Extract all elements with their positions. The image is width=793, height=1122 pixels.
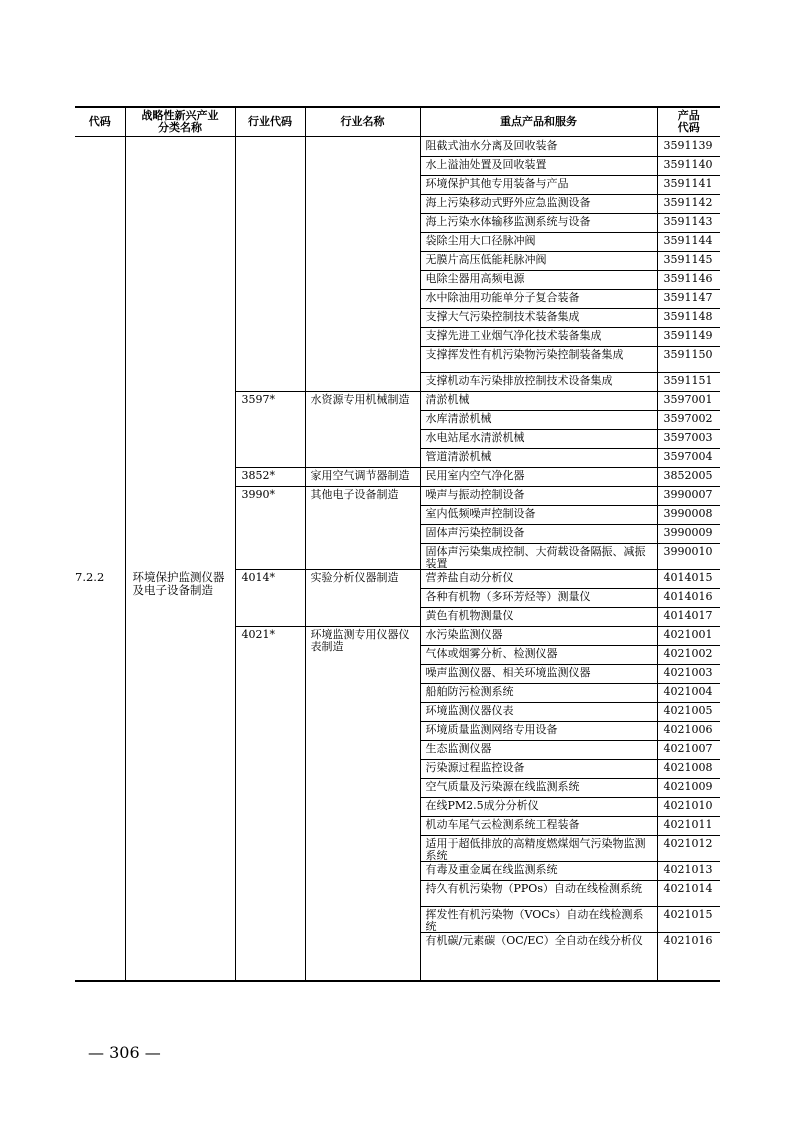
- row-divider: [658, 391, 721, 392]
- row-divider: [421, 251, 657, 252]
- row-divider: [658, 448, 721, 449]
- row-divider: [658, 861, 721, 862]
- product-name: 环境质量监测网络专用设备: [425, 723, 558, 736]
- product-code: 4021001: [663, 628, 713, 641]
- product-name: 在线PM2.5成分分析仪: [425, 799, 539, 812]
- product-code: 4014016: [663, 590, 713, 603]
- col-product-codes: [657, 137, 720, 982]
- product-code: 4021002: [663, 647, 713, 660]
- row-divider: [421, 569, 657, 570]
- product-code: 3591148: [663, 310, 713, 323]
- row-divider: [421, 932, 657, 933]
- row-divider: [421, 861, 657, 862]
- product-name: 电除尘器用高频电源: [425, 272, 525, 285]
- product-name: 固体声污染控制设备: [425, 526, 525, 539]
- row-divider: [421, 797, 657, 798]
- row-divider: [658, 194, 721, 195]
- row-divider: [658, 270, 721, 271]
- row-divider: [421, 778, 657, 779]
- product-code: 3591143: [663, 215, 713, 228]
- row-divider: [658, 289, 721, 290]
- product-code: 3597002: [663, 412, 713, 425]
- row-divider: [658, 721, 721, 722]
- product-name: 民用室内空气净化器: [425, 469, 525, 482]
- product-code: 3591147: [663, 291, 713, 304]
- row-divider: [421, 721, 657, 722]
- product-code: 3990007: [663, 488, 713, 501]
- product-name: 海上污染移动式野外应急监测设备: [425, 196, 591, 209]
- row-divider: [421, 213, 657, 214]
- row-divider: [421, 626, 657, 627]
- product-name: 清淤机械: [425, 393, 470, 406]
- group-divider: [306, 569, 420, 570]
- industry-code: 4014*: [241, 571, 275, 584]
- row-divider: [421, 683, 657, 684]
- group-divider: [306, 391, 420, 392]
- product-name: 管道清淤机械: [425, 450, 492, 463]
- product-code: 3591150: [663, 348, 713, 361]
- product-code: 3597001: [663, 393, 713, 406]
- industry-name: 环境监测专用仪器仪表制造: [310, 628, 410, 653]
- col-code: [75, 137, 125, 982]
- product-name: 水上溢油处置及回收装置: [425, 158, 547, 171]
- row-divider: [658, 702, 721, 703]
- product-name: 适用于超低排放的高精度燃煤烟气污染物监测系统: [425, 837, 646, 862]
- product-name: 支撑先进工业烟气净化技术装备集成: [425, 329, 602, 342]
- industry-code: 3597*: [241, 393, 275, 406]
- row-divider: [658, 880, 721, 881]
- product-code: 3990010: [663, 545, 713, 558]
- product-code: 3591151: [663, 374, 713, 387]
- row-divider: [658, 588, 721, 589]
- group-divider: [236, 467, 305, 468]
- col-products: [420, 137, 657, 982]
- row-divider: [658, 327, 721, 328]
- product-code: 4021015: [663, 908, 713, 921]
- product-code: 3591142: [663, 196, 713, 209]
- row-divider: [658, 308, 721, 309]
- row-divider: [421, 308, 657, 309]
- row-divider: [421, 543, 657, 544]
- product-name: 营养盐自动分析仪: [425, 571, 514, 584]
- row-divider: [421, 759, 657, 760]
- header-code: 代码: [75, 107, 125, 137]
- row-divider: [658, 175, 721, 176]
- row-divider: [658, 213, 721, 214]
- row-divider: [421, 194, 657, 195]
- header-products: 重点产品和服务: [420, 107, 657, 137]
- row-divider: [658, 932, 721, 933]
- col-category: [125, 137, 235, 982]
- row-divider: [421, 880, 657, 881]
- industry-name: 实验分析仪器制造: [310, 571, 399, 584]
- row-divider: [658, 835, 721, 836]
- row-divider: [658, 816, 721, 817]
- product-code: 4021005: [663, 704, 713, 717]
- product-code: 3591141: [663, 177, 713, 190]
- product-name: 环境监测仪器仪表: [425, 704, 514, 717]
- product-name: 气体或烟雾分析、检测仪器: [425, 647, 558, 660]
- industry-code: 3852*: [241, 469, 275, 482]
- product-name: 支撑挥发性有机污染物污染控制装备集成: [425, 348, 624, 361]
- row-divider: [421, 505, 657, 506]
- product-name: 支撑大气污染控制技术装备集成: [425, 310, 580, 323]
- product-name: 固体声污染集成控制、大荷载设备隔振、减振装置: [425, 545, 646, 570]
- product-code: 3591140: [663, 158, 713, 171]
- header-category: 战略性新兴产业 分类名称: [125, 107, 235, 137]
- product-code: 3591146: [663, 272, 713, 285]
- product-code: 4014015: [663, 571, 713, 584]
- row-divider: [658, 372, 721, 373]
- product-code: 4014017: [663, 609, 713, 622]
- row-divider: [421, 232, 657, 233]
- product-code: 3591145: [663, 253, 713, 266]
- product-name: 无膜片高压低能耗脉冲阀: [425, 253, 547, 266]
- row-divider: [658, 543, 721, 544]
- group-divider: [306, 486, 420, 487]
- row-divider: [421, 175, 657, 176]
- product-code: 3990009: [663, 526, 713, 539]
- row-divider: [658, 607, 721, 608]
- product-code: 3591144: [663, 234, 713, 247]
- col-industry-name: [305, 137, 420, 982]
- product-name: 环境保护其他专用装备与产品: [425, 177, 569, 190]
- product-code: 4021010: [663, 799, 713, 812]
- row-divider: [421, 372, 657, 373]
- header-product-code: 产品 代码: [657, 107, 720, 137]
- product-name: 水中除油用功能单分子复合装备: [425, 291, 580, 304]
- row-divider: [658, 683, 721, 684]
- product-code: 4021014: [663, 882, 713, 895]
- row-divider: [421, 429, 657, 430]
- row-divider: [421, 327, 657, 328]
- group-divider: [236, 486, 305, 487]
- product-name: 挥发性有机污染物（VOCs）自动在线检测系统: [425, 908, 644, 933]
- product-code: 4021016: [663, 934, 713, 947]
- product-code: 3591139: [663, 139, 713, 152]
- product-code: 4021004: [663, 685, 713, 698]
- product-code: 3990008: [663, 507, 713, 520]
- row-divider: [421, 448, 657, 449]
- row-divider: [658, 664, 721, 665]
- row-divider: [658, 645, 721, 646]
- product-name: 有毒及重金属在线监测系统: [425, 863, 558, 876]
- product-name: 污染源过程监控设备: [425, 761, 525, 774]
- row-divider: [421, 346, 657, 347]
- row-divider: [421, 270, 657, 271]
- product-code: 4021012: [663, 837, 713, 850]
- row-divider: [658, 906, 721, 907]
- row-divider: [658, 251, 721, 252]
- row-divider: [421, 467, 657, 468]
- product-name: 水电站尾水清淤机械: [425, 431, 525, 444]
- group-divider: [236, 569, 305, 570]
- product-name: 支撑机动车污染排放控制技术设备集成: [425, 374, 613, 387]
- row-divider: [421, 835, 657, 836]
- row-divider: [658, 626, 721, 627]
- product-name: 有机碳/元素碳（OC/EC）全自动在线分析仪: [425, 934, 643, 947]
- product-code: 4021006: [663, 723, 713, 736]
- row-divider: [658, 410, 721, 411]
- product-code: 4021003: [663, 666, 713, 679]
- product-name: 空气质量及污染源在线监测系统: [425, 780, 580, 793]
- row-divider: [658, 759, 721, 760]
- product-code: 4021013: [663, 863, 713, 876]
- product-name: 水库清淤机械: [425, 412, 492, 425]
- row-divider: [421, 524, 657, 525]
- group-divider: [306, 467, 420, 468]
- group-divider: [306, 626, 420, 627]
- industry-code: 4021*: [241, 628, 275, 641]
- category-code: 7.2.2: [75, 570, 105, 584]
- row-divider: [658, 740, 721, 741]
- row-divider: [421, 702, 657, 703]
- row-divider: [658, 569, 721, 570]
- row-divider: [658, 232, 721, 233]
- page-number: — 306 —: [88, 1043, 161, 1062]
- product-code: 4021011: [663, 818, 713, 831]
- row-divider: [658, 505, 721, 506]
- row-divider: [421, 816, 657, 817]
- product-code: 4021007: [663, 742, 713, 755]
- row-divider: [421, 156, 657, 157]
- row-divider: [658, 486, 721, 487]
- product-name: 室内低频噪声控制设备: [425, 507, 536, 520]
- product-code: 3597004: [663, 450, 713, 463]
- row-divider: [658, 156, 721, 157]
- industry-name: 水资源专用机械制造: [310, 393, 410, 406]
- industry-table: [75, 106, 720, 982]
- group-divider: [236, 391, 305, 392]
- row-divider: [421, 410, 657, 411]
- row-divider: [658, 797, 721, 798]
- product-code: 3591149: [663, 329, 713, 342]
- row-divider: [421, 588, 657, 589]
- product-name: 海上污染水体输移监测系统与设备: [425, 215, 591, 228]
- row-divider: [421, 645, 657, 646]
- row-divider: [658, 524, 721, 525]
- table-header-row: [75, 107, 720, 137]
- row-divider: [421, 664, 657, 665]
- product-code: 3852005: [663, 469, 713, 482]
- product-name: 袋除尘用大口径脉冲阀: [425, 234, 536, 247]
- row-divider: [658, 467, 721, 468]
- row-divider: [421, 391, 657, 392]
- row-divider: [421, 486, 657, 487]
- product-name: 水污染监测仪器: [425, 628, 503, 641]
- product-name: 持久有机污染物（PPOs）自动在线检测系统: [425, 882, 642, 895]
- product-code: 3597003: [663, 431, 713, 444]
- product-name: 阻截式油水分离及回收装备: [425, 139, 558, 152]
- row-divider: [658, 429, 721, 430]
- group-divider: [236, 626, 305, 627]
- product-name: 噪声监测仪器、相关环境监测仪器: [425, 666, 591, 679]
- product-name: 黄色有机物测量仪: [425, 609, 514, 622]
- row-divider: [658, 778, 721, 779]
- industry-code: 3990*: [241, 488, 275, 501]
- product-name: 噪声与振动控制设备: [425, 488, 525, 501]
- header-industry-name: 行业名称: [305, 107, 420, 137]
- product-name: 各种有机物（多环芳烃等）测量仪: [425, 590, 591, 603]
- header-industry-code: 行业代码: [235, 107, 305, 137]
- product-name: 船舶防污检测系统: [425, 685, 514, 698]
- product-code: 4021008: [663, 761, 713, 774]
- industry-name: 家用空气调节器制造: [310, 469, 410, 482]
- row-divider: [658, 346, 721, 347]
- row-divider: [421, 289, 657, 290]
- product-code: 4021009: [663, 780, 713, 793]
- industry-name: 其他电子设备制造: [310, 488, 399, 501]
- col-industry-code: [235, 137, 305, 982]
- row-divider: [421, 607, 657, 608]
- row-divider: [421, 906, 657, 907]
- product-name: 机动车尾气云检测系统工程装备: [425, 818, 580, 831]
- table-body-row: [75, 137, 720, 982]
- category-name: 环境保护监测仪器及电子设备制造: [132, 570, 225, 597]
- row-divider: [421, 740, 657, 741]
- product-name: 生态监测仪器: [425, 742, 492, 755]
